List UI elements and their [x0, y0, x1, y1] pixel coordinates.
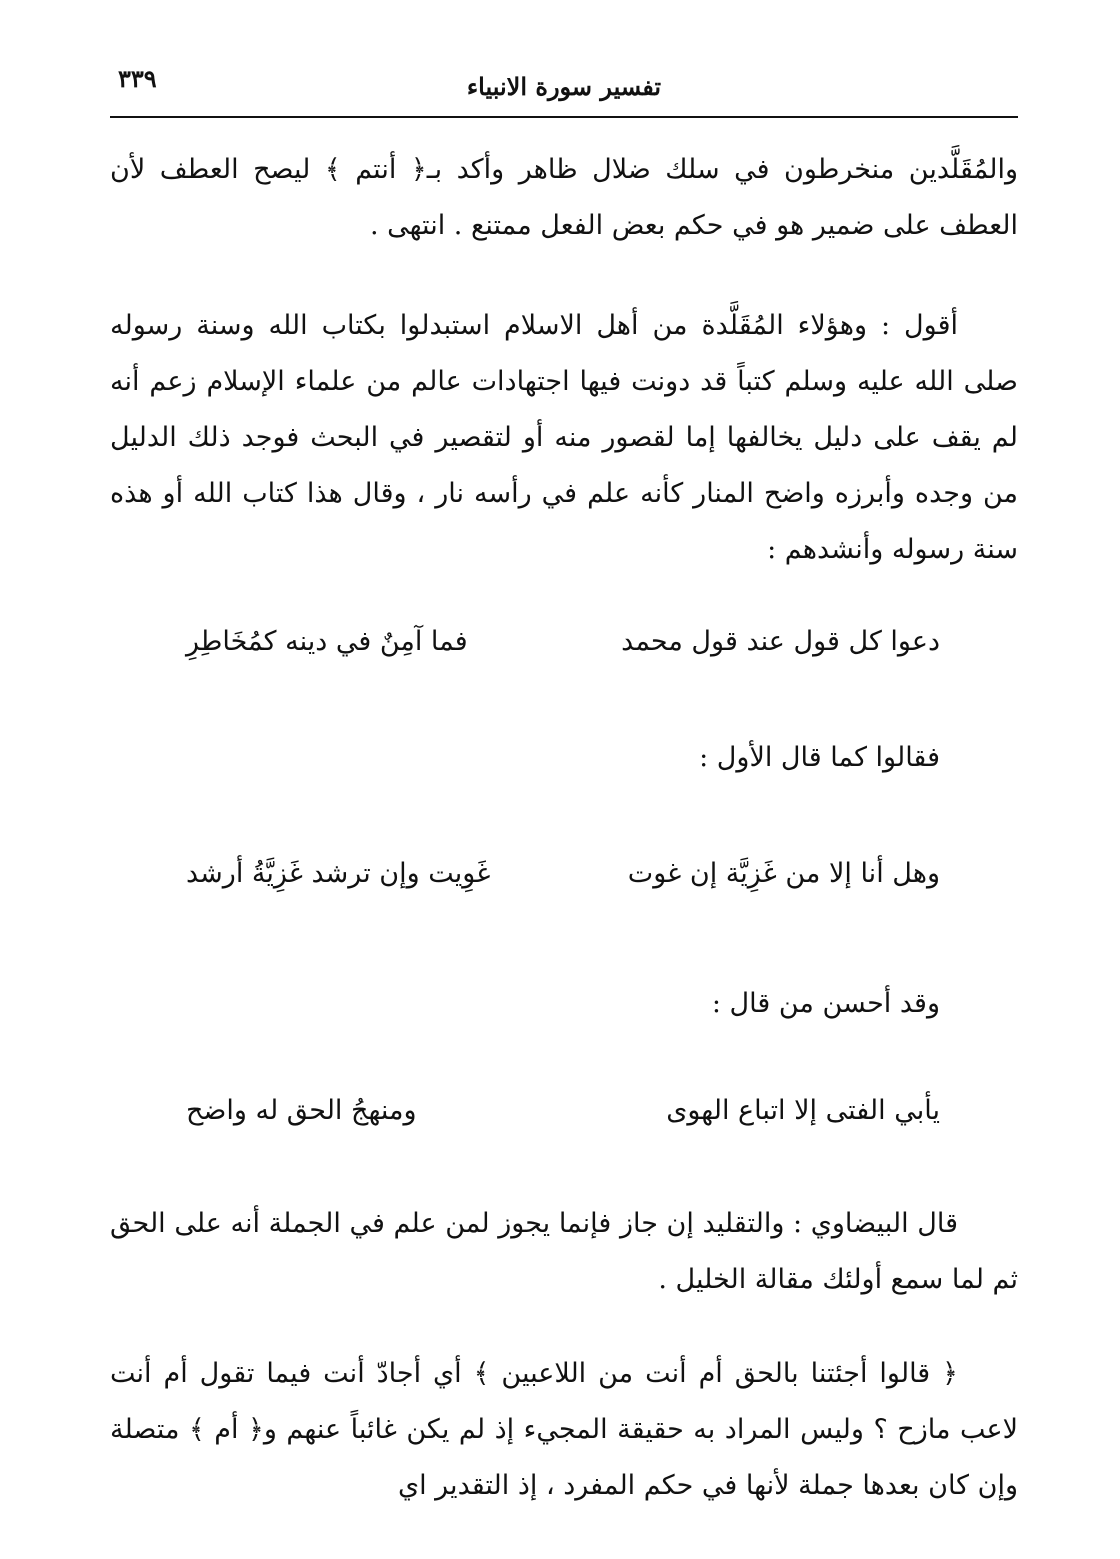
page-header — [110, 58, 1018, 108]
verse-hemistich-second: غَوِيت وإن ترشد غَزِيَّةُ أرشد — [186, 858, 491, 889]
verse-intro-line: وقد أحسن من قال : — [711, 988, 940, 1019]
paragraph-aqool: أقول : وهؤلاء المُقَلَّدة من أهل الاسلام استبدلوا بكتاب الله وسنة رسوله صلى الله عليه وسلم كتباً قد دونت فيها اجتهادات عالم من علماء الإسلام زعم أنه لم يقف على دليل يخالفها إما لقصور منه أو لتقصير في البحث فوجد ذلك الدليل من وجده وأبرزه واضح المنار كأنه علم في رأسه نار ، وقال هذا كتاب الله أو هذه سنة رسوله وأنشدهم : — [110, 310, 1018, 565]
verse-hemistich-first: يأبي الفتى إلا اتباع الهوى — [666, 1095, 940, 1126]
verse-line-3 — [186, 1095, 940, 1126]
page-number: ٣٣٩ — [118, 64, 157, 93]
verse-hemistich-first: دعوا كل قول عند قول محمد — [621, 626, 940, 657]
running-title: تفسير سورة الانبياء — [466, 72, 662, 101]
verse-hemistich-second: ومنهجُ الحق له واضح — [186, 1095, 417, 1126]
verse-line-1 — [186, 626, 940, 657]
verse-intro-line: فقالوا كما قال الأول : — [699, 742, 940, 773]
paragraph-continuation: والمُقَلَّدين منخرطون في سلك ضلال ظاهر وأكد بـ﴿ أنتم ﴾ ليصح العطف لأن العطف على ضمير هو في حكم بعض الفعل ممتنع . انتهى . — [110, 154, 1018, 241]
verse-hemistich-first: وهل أنا إلا من غَزِيَّة إن غوت — [627, 858, 940, 889]
paragraph-quran-commentary: ﴿ قالوا أجئتنا بالحق أم أنت من اللاعبين ﴾ أي أجادّ أنت فيما تقول أم أنت لاعب مازح ؟ وليس المراد به حقيقة المجيء إذ لم يكن غائباً عنهم و﴿ أم ﴾ متصلة وإن كان بعدها جملة لأنها في حكم المفرد ، إذ التقدير اي — [110, 1358, 1018, 1501]
header-divider — [110, 116, 1018, 118]
paragraph-baydawi: قال البيضاوي : والتقليد إن جاز فإنما يجوز لمن علم في الجملة أنه على الحق ثم لما سمع أولئك مقالة الخليل . — [110, 1208, 1018, 1295]
verse-line-2 — [186, 858, 940, 889]
verse-hemistich-second: فما آمِنٌ في دينه كمُخَاطِرِ — [186, 626, 468, 657]
